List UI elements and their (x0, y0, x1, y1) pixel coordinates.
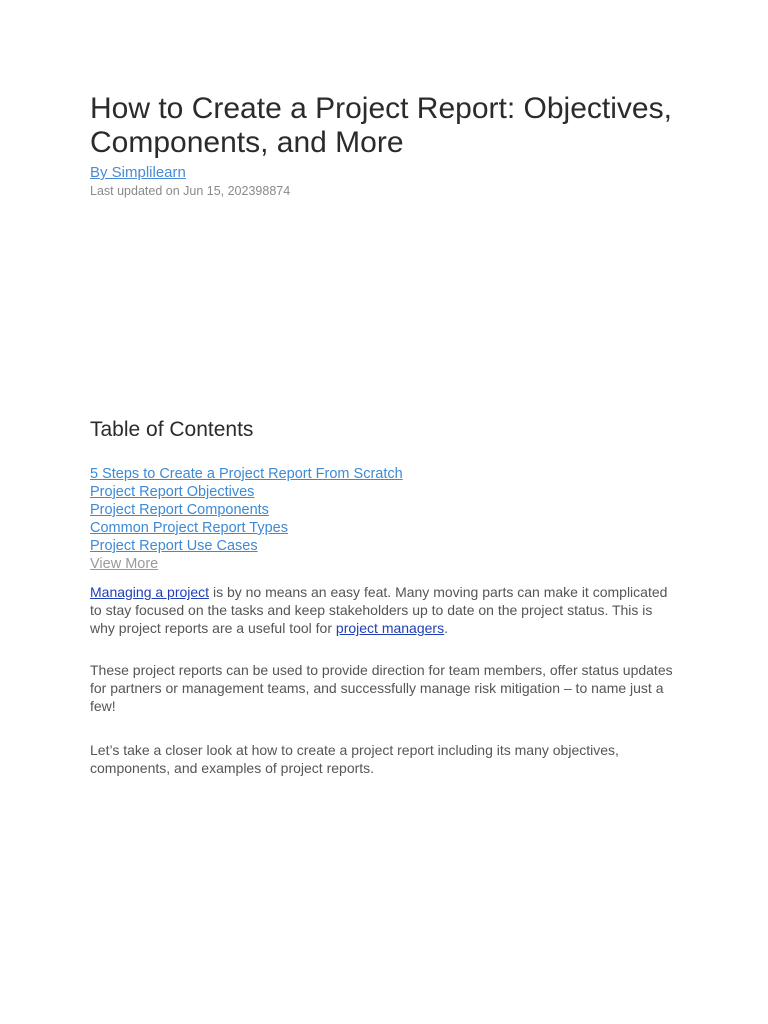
toc-item (90, 501, 403, 519)
closer-look-paragraph: Let’s take a closer look at how to create a project report including its many objectives, components, and examples of project reports. (90, 742, 619, 776)
intro-paragraph (90, 583, 680, 637)
toc-link-objectives[interactable]: Project Report Objectives (90, 484, 255, 500)
uses-paragraph: These project reports can be used to provide direction for team members, offer status updates for partners or management teams, and successfully manage risk mitigation – to name just a few! (90, 662, 673, 714)
view-more-link[interactable]: View More (90, 556, 159, 572)
intro-text-end: . (444, 620, 448, 636)
toc-link-types[interactable]: Common Project Report Types (90, 520, 288, 536)
intro-text: is by no means an easy feat. Many moving parts can make it complicated to stay focused on the tasks and keep stakeholders up to date on the project status. This is why project reports are a useful tool for (90, 584, 668, 636)
table-of-contents (90, 465, 403, 555)
project-managers-link[interactable]: project managers (335, 620, 445, 636)
toc-link-components[interactable]: Project Report Components (90, 502, 269, 518)
author-link[interactable]: By Simplilearn (90, 164, 186, 181)
toc-heading: Table of Contents (90, 418, 254, 441)
toc-item (90, 483, 403, 501)
toc-item (90, 519, 403, 537)
byline (90, 164, 186, 182)
article-title: How to Create a Project Report: Objectives, Components, and More (90, 92, 672, 159)
last-updated-date: Last updated on Jun 15, 202398874 (90, 184, 291, 198)
toc-link-use-cases[interactable]: Project Report Use Cases (90, 538, 258, 554)
toc-item (90, 465, 403, 483)
managing-a-project-link[interactable]: Managing a project (90, 584, 210, 600)
toc-item (90, 537, 403, 555)
toc-link-steps[interactable]: 5 Steps to Create a Project Report From Scratch (90, 466, 403, 482)
